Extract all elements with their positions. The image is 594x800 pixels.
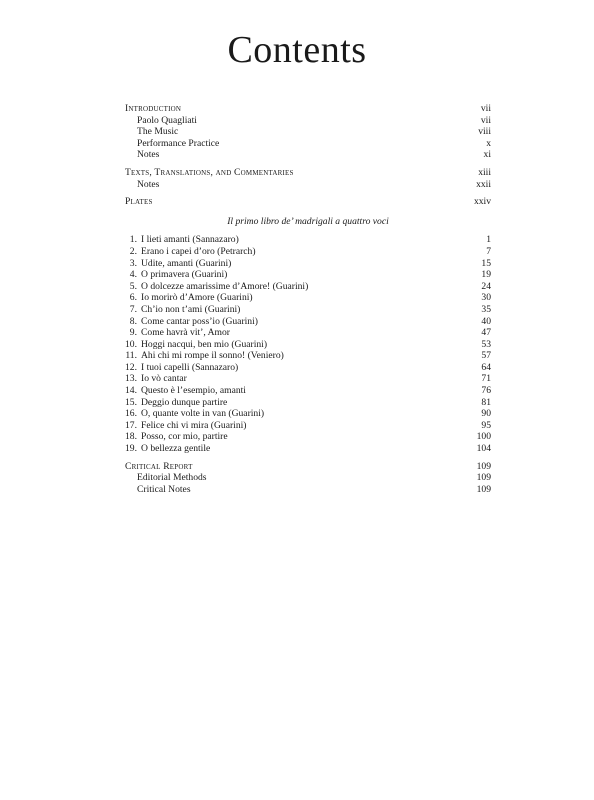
madrigal-number: 10. bbox=[125, 338, 137, 350]
toc-entry-plates[interactable] bbox=[125, 196, 491, 208]
madrigal-list bbox=[125, 234, 491, 454]
toc-entry-page: 90 bbox=[481, 408, 491, 420]
madrigal-entry[interactable] bbox=[125, 304, 491, 316]
toc-entry-label: Performance Practice bbox=[137, 137, 220, 149]
toc-entry-page: 24 bbox=[481, 280, 491, 292]
madrigal-number: 18. bbox=[125, 431, 137, 443]
madrigal-entry[interactable] bbox=[125, 350, 491, 362]
madrigal-number: 6. bbox=[129, 292, 137, 304]
madrigal-entry[interactable] bbox=[125, 258, 491, 270]
madrigal-title: Felice chi vi mira (Guarini) bbox=[141, 419, 247, 431]
madrigal-number: 2. bbox=[129, 245, 137, 257]
toc-entry-page: vii bbox=[480, 103, 491, 114]
toc-entry-label: Introduction bbox=[125, 103, 182, 114]
madrigal-number: 12. bbox=[125, 361, 137, 373]
toc-entry-page: x bbox=[486, 137, 491, 149]
toc-entry-label: Paolo Quagliati bbox=[137, 114, 197, 126]
toc-subentry[interactable] bbox=[125, 126, 491, 138]
toc-entry-page: 81 bbox=[481, 396, 491, 408]
toc-subentry[interactable] bbox=[125, 115, 491, 127]
toc-subentry[interactable] bbox=[125, 149, 491, 161]
toc-subentry[interactable] bbox=[125, 472, 491, 484]
madrigal-title: Erano i capei d’oro (Petrarch) bbox=[141, 245, 256, 257]
madrigal-title: Questo è l’esempio, amanti bbox=[141, 385, 246, 397]
madrigal-title: Come cantar poss’io (Guarini) bbox=[141, 315, 258, 327]
madrigal-number: 4. bbox=[129, 269, 137, 281]
toc-entry-page: viii bbox=[478, 126, 491, 138]
madrigal-entry[interactable] bbox=[125, 385, 491, 397]
toc-entry-page: 1 bbox=[486, 234, 491, 246]
toc-entry-page: 109 bbox=[476, 460, 491, 472]
toc-entry-page: 71 bbox=[481, 373, 491, 385]
madrigal-number: 7. bbox=[129, 303, 137, 315]
toc-entry-page: 7 bbox=[486, 245, 491, 257]
madrigal-title: O bellezza gentile bbox=[141, 443, 211, 455]
madrigal-title: O dolcezze amarissime d’Amore! (Guarini) bbox=[141, 280, 309, 292]
madrigal-entry[interactable] bbox=[125, 292, 491, 304]
toc-entry-label: Notes bbox=[137, 178, 160, 190]
madrigal-number: 11. bbox=[125, 350, 137, 362]
toc-entry-page: 100 bbox=[476, 431, 491, 443]
madrigal-entry[interactable] bbox=[125, 316, 491, 328]
madrigal-number: 5. bbox=[129, 280, 137, 292]
madrigal-title: Udite, amanti (Guarini) bbox=[141, 257, 232, 269]
toc-entry-page: 19 bbox=[481, 269, 491, 281]
madrigal-number: 9. bbox=[129, 327, 137, 339]
madrigal-entry[interactable] bbox=[125, 431, 491, 443]
madrigal-number: 1. bbox=[129, 234, 137, 246]
toc-entry-page: 109 bbox=[476, 483, 491, 495]
madrigal-entry[interactable] bbox=[125, 281, 491, 293]
madrigal-entry[interactable] bbox=[125, 373, 491, 385]
toc-entry-page: 35 bbox=[481, 303, 491, 315]
toc-entry-introduction[interactable] bbox=[125, 103, 491, 115]
toc-entry-page: 104 bbox=[476, 443, 491, 455]
madrigal-entry[interactable] bbox=[125, 269, 491, 281]
madrigal-title: Ahi chi mi rompe il sonno! (Veniero) bbox=[141, 350, 284, 362]
madrigal-number: 14. bbox=[125, 385, 137, 397]
toc-subentry[interactable] bbox=[125, 138, 491, 150]
madrigal-number: 19. bbox=[125, 443, 137, 455]
toc-entry-page: xiii bbox=[478, 166, 491, 178]
madrigal-entry[interactable] bbox=[125, 420, 491, 432]
collection-title: Il primo libro de’ madrigali a quattro voci bbox=[227, 215, 389, 227]
madrigal-title: Hoggi nacqui, ben mio (Guarini) bbox=[141, 338, 268, 350]
toc-entry-page: 30 bbox=[481, 292, 491, 304]
madrigal-title: Come havrà vit’, Amor bbox=[141, 327, 230, 339]
toc-entry-page: vii bbox=[480, 114, 491, 126]
madrigal-title: O primavera (Guarini) bbox=[141, 269, 228, 281]
madrigal-title: Posso, cor mio, partire bbox=[141, 431, 228, 443]
toc-entry-page: 47 bbox=[481, 327, 491, 339]
madrigal-number: 3. bbox=[129, 257, 137, 269]
madrigal-title: I tuoi capelli (Sannazaro) bbox=[141, 361, 239, 373]
toc-entry-page: 40 bbox=[481, 315, 491, 327]
madrigal-number: 16. bbox=[125, 408, 137, 420]
toc-entry-label: The Music bbox=[137, 126, 179, 138]
toc-entry-label: Plates bbox=[125, 196, 153, 208]
madrigal-entry[interactable] bbox=[125, 327, 491, 339]
page-title: Contents bbox=[227, 29, 367, 71]
madrigal-number: 8. bbox=[129, 315, 137, 327]
madrigal-entry[interactable] bbox=[125, 339, 491, 351]
toc-entry-page: 15 bbox=[481, 257, 491, 269]
madrigal-title: Io vò cantar bbox=[141, 373, 187, 385]
madrigal-entry[interactable] bbox=[125, 397, 491, 409]
table-of-contents bbox=[125, 103, 491, 495]
toc-entry-page: 53 bbox=[481, 338, 491, 350]
toc-entry-page: xi bbox=[483, 149, 491, 161]
madrigal-number: 13. bbox=[125, 373, 137, 385]
toc-entry-label: Texts, Translations, and Commentaries bbox=[125, 166, 294, 178]
toc-entry-page: 57 bbox=[481, 350, 491, 362]
madrigal-title: O, quante volte in van (Guarini) bbox=[141, 408, 265, 420]
toc-entry-page: 109 bbox=[476, 472, 491, 484]
madrigal-entry[interactable] bbox=[125, 246, 491, 258]
toc-entry-critical-report[interactable] bbox=[125, 461, 491, 473]
toc-entry-page: xxiv bbox=[473, 196, 491, 208]
toc-entry-label: Editorial Methods bbox=[137, 472, 207, 484]
toc-subentry[interactable] bbox=[125, 484, 491, 496]
madrigal-number: 17. bbox=[125, 419, 137, 431]
toc-subentry[interactable] bbox=[125, 179, 491, 191]
madrigal-number: 15. bbox=[125, 396, 137, 408]
toc-entry-label: Critical Notes bbox=[137, 483, 191, 495]
madrigal-title: Io morirò d’Amore (Guarini) bbox=[141, 292, 253, 304]
toc-entry-page: 64 bbox=[481, 361, 491, 373]
madrigal-entry[interactable] bbox=[125, 234, 491, 246]
toc-entry-page: xxii bbox=[476, 178, 491, 190]
madrigal-entry[interactable] bbox=[125, 443, 491, 455]
toc-entry-texts[interactable] bbox=[125, 167, 491, 179]
toc-entry-page: 95 bbox=[481, 419, 491, 431]
madrigal-entry[interactable] bbox=[125, 408, 491, 420]
toc-entry-page: 76 bbox=[481, 385, 491, 397]
madrigal-entry[interactable] bbox=[125, 362, 491, 374]
toc-entry-label: Notes bbox=[137, 149, 160, 161]
madrigal-title: Deggio dunque partire bbox=[141, 396, 228, 408]
toc-entry-label: Critical Report bbox=[125, 460, 193, 472]
madrigal-title: I lieti amanti (Sannazaro) bbox=[141, 234, 239, 246]
madrigal-title: Ch’io non t’ami (Guarini) bbox=[141, 303, 241, 315]
